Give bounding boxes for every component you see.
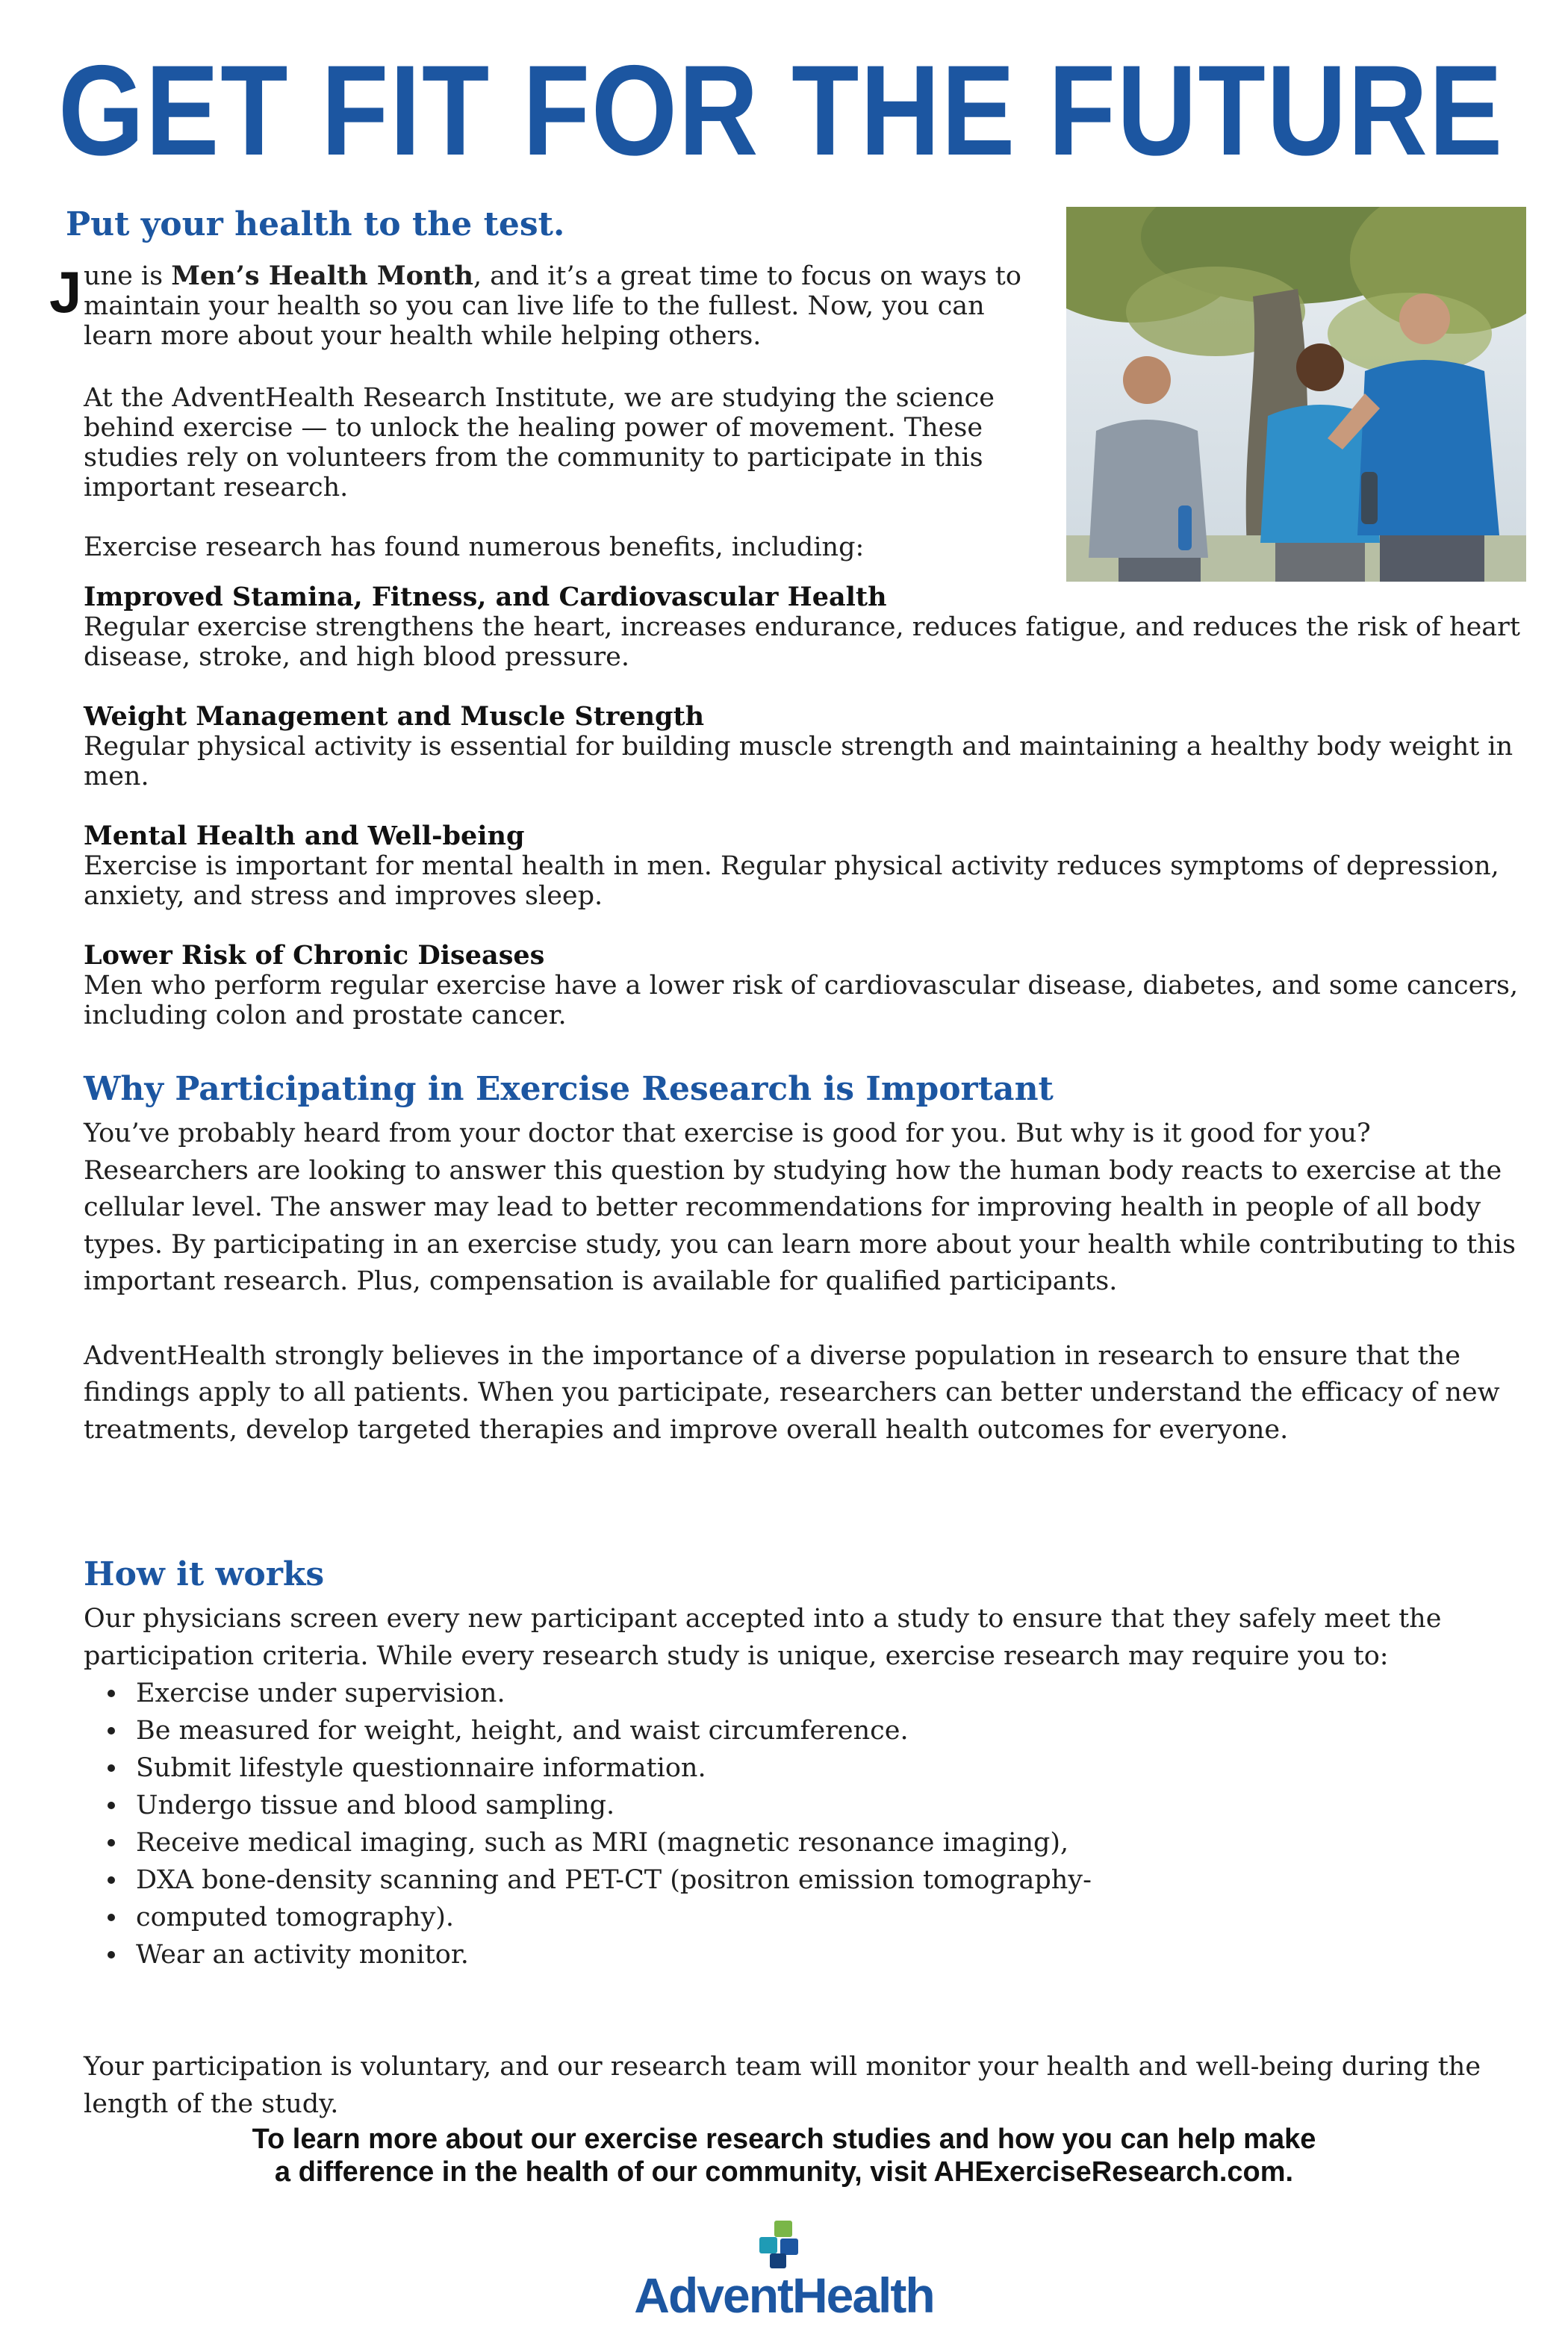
list-item: Undergo tissue and blood sampling. — [136, 1787, 1532, 1824]
benefit-heading: Improved Stamina, Fitness, and Cardiovascular Health — [84, 582, 887, 612]
why-paragraph-2: AdventHealth strongly believes in the importance of a diverse population in research to ensure that the findings apply to all patients. When you participate, researchers can better understand the efficacy of new treatments, develop targeted therapies and improve overall health outcomes for everyone. — [84, 1340, 1500, 1445]
closing-paragraph: Your participation is voluntary, and our research team will monitor your health and well-being during the length of the study. — [84, 2052, 1481, 2119]
page-title: GET FIT FOR THE FUTURE — [58, 39, 1505, 182]
list-item: Be measured for weight, height, and waist circumference. — [136, 1712, 1532, 1749]
benefit-text: Regular exercise strengthens the heart, increases endurance, reduces fatigue, and reduces the risk of heart disease, stroke, and high blood pressure. — [84, 612, 1520, 672]
benefit-item — [84, 582, 1532, 672]
page-subtitle: Put your health to the test. — [66, 205, 565, 243]
why-section — [84, 1069, 1532, 1449]
benefit-text: Exercise is important for mental health in men. Regular physical activity reduces symptoms of depression, anxiety, and stress and improves sleep. — [84, 851, 1499, 911]
benefit-item — [84, 702, 1532, 791]
list-item: Receive medical imaging, such as MRI (magnetic resonance imaging), — [136, 1824, 1532, 1861]
list-item: Exercise under supervision. — [136, 1675, 1532, 1712]
mens-health-month-highlight: Men’s Health Month — [171, 261, 473, 291]
why-heading: Why Participating in Exercise Research is Important — [84, 1070, 1054, 1108]
benefit-heading: Weight Management and Muscle Strength — [84, 701, 705, 732]
intro-paragraph — [84, 261, 1054, 351]
adventhealth-cross-logo-icon — [758, 2219, 810, 2271]
how-it-works-heading: How it works — [84, 1555, 325, 1593]
adventhealth-wordmark: AdventHealth — [634, 2268, 934, 2323]
benefit-heading: Lower Risk of Chronic Diseases — [84, 940, 545, 971]
benefit-heading: Mental Health and Well-being — [84, 821, 525, 851]
drop-cap-letter: J — [49, 259, 82, 325]
adventhealth-logo — [0, 2219, 1568, 2324]
benefit-text: Regular physical activity is essential for building muscle strength and maintaining a healthy body weight in men. — [84, 732, 1513, 791]
how-it-works-intro: Our physicians screen every new participant accepted into a study to ensure that they safely meet the participation criteria. While every research study is unique, exercise research may require you to: — [84, 1604, 1442, 1671]
photo-three-men-walking — [1066, 207, 1526, 582]
list-item: Wear an activity monitor. — [136, 1936, 1532, 1973]
benefit-item — [84, 821, 1532, 911]
requirements-list — [84, 1675, 1532, 1973]
intro-rest: , and it’s a great time to focus on ways to maintain your health so you can live life to the fullest. Now, you can learn more about your health while helping others. — [84, 261, 1021, 351]
benefit-item — [84, 941, 1532, 1030]
benefits-list — [84, 582, 1532, 1060]
cta-line-2: a difference in the health of our community, visit AHExerciseResearch.com. — [274, 2156, 1294, 2188]
cta-line-1: To learn more about our exercise research studies and how you can help make — [252, 2124, 1316, 2155]
call-to-action — [0, 2123, 1568, 2188]
benefits-intro: Exercise research has found numerous benefits, including: — [84, 532, 865, 562]
list-item: Submit lifestyle questionnaire information. — [136, 1749, 1532, 1787]
list-item: DXA bone-density scanning and PET-CT (positron emission tomography- — [136, 1861, 1532, 1899]
how-it-works-section — [84, 1555, 1532, 1973]
research-institute-paragraph: At the AdventHealth Research Institute, we are studying the science behind exercise — to unlock the healing power of movement. These studies rely on volunteers from the community to participate in this important research. — [84, 383, 995, 503]
intro-lead: une is — [84, 261, 172, 291]
why-paragraph-1: You’ve probably heard from your doctor that exercise is good for you. But why is it good for you? Researchers are looking to answer this question by studying how the human body reacts to exercise at the cellular level. The answer may lead to better recommendations for improving health in people of all body types. By participating in an exercise study, you can learn more about your health while contributing to this important research. Plus, compensation is available for qualified participants. — [84, 1119, 1516, 1296]
benefit-text: Men who perform regular exercise have a lower risk of cardiovascular disease, diabetes, and some cancers, including colon and prostate cancer. — [84, 971, 1519, 1030]
list-item: computed tomography). — [136, 1899, 1532, 1936]
